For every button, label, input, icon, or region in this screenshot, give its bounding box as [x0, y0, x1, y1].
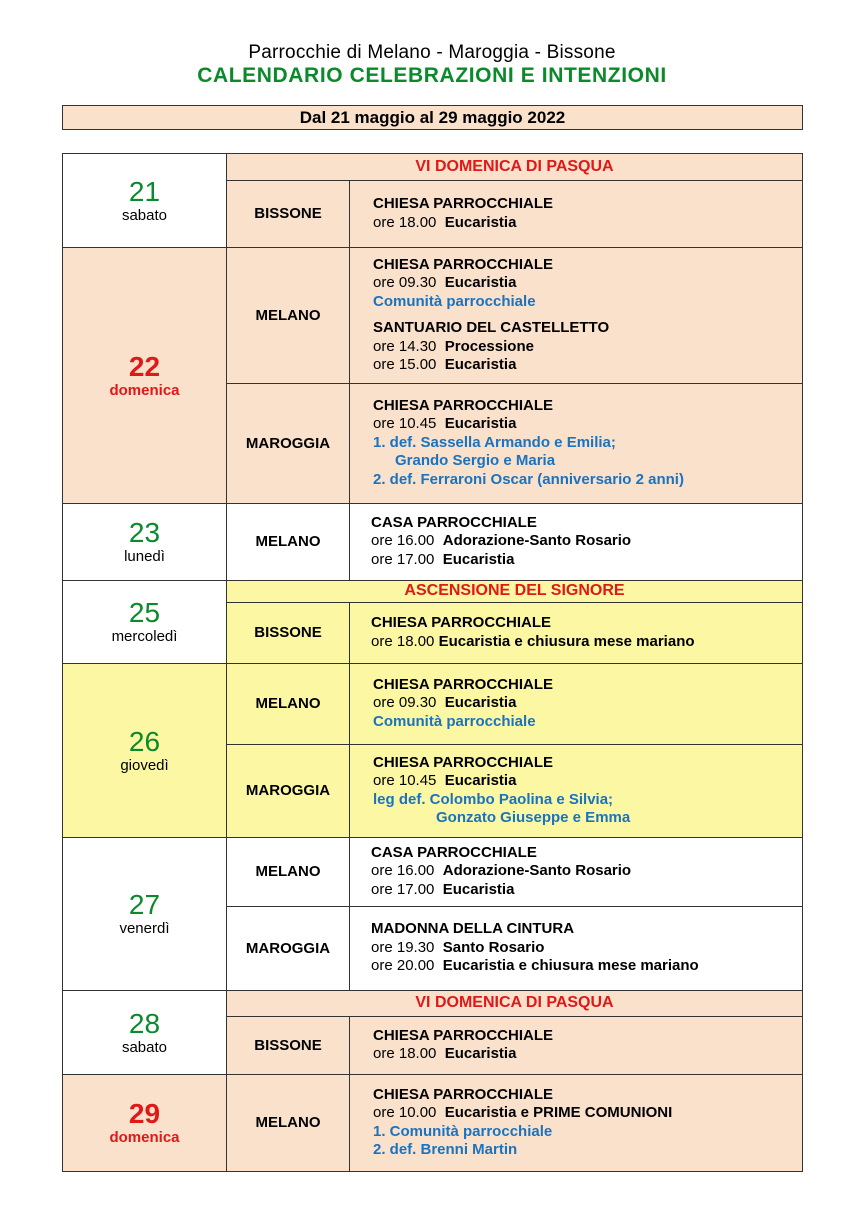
- intention: Gonzato Giuseppe e Emma: [436, 809, 631, 826]
- calendar-title: CALENDARIO CELEBRAZIONI E INTENZIONI: [197, 64, 667, 87]
- celebration-details: [350, 180, 802, 247]
- row-divider: [63, 990, 802, 991]
- location: MADONNA DELLA CINTURA: [371, 920, 575, 938]
- event: Eucaristia: [444, 1045, 517, 1062]
- intention: Grando Sergio e Maria: [395, 452, 556, 470]
- day-26: [63, 663, 227, 837]
- place-cell: MAROGGIA: [227, 906, 350, 990]
- day-25: [63, 580, 227, 663]
- day-23: [63, 503, 227, 580]
- day-number: 27: [128, 889, 161, 920]
- location: CHIESA PARROCCHIALE: [373, 1026, 554, 1044]
- row-divider: [63, 837, 802, 838]
- place-cell: MELANO: [227, 247, 350, 383]
- event: Adorazione-Santo Rosario: [442, 862, 632, 880]
- place-cell: MAROGGIA: [227, 744, 350, 837]
- day-21: [63, 154, 227, 247]
- day-name: mercoledì: [111, 628, 178, 645]
- place-cell: MELANO: [227, 837, 350, 906]
- event: Eucaristia e chiusura mese mariano: [442, 957, 699, 975]
- celebration-details: [350, 503, 802, 580]
- day-name: domenica: [109, 1129, 180, 1146]
- day-name: sabato: [121, 1038, 168, 1056]
- day-number: 28: [128, 1007, 161, 1039]
- day-number: 21: [128, 176, 161, 207]
- time: ore 15.00: [373, 356, 437, 373]
- event: Eucaristia e PRIME COMUNIONI: [444, 1104, 673, 1121]
- celebration-details: [350, 663, 802, 744]
- row-divider: [63, 663, 802, 664]
- day-number: 22: [128, 350, 161, 382]
- place-cell: BISSONE: [227, 180, 350, 247]
- place-cell: MAROGGIA: [227, 383, 350, 503]
- row-divider: [63, 503, 802, 504]
- place-cell: BISSONE: [227, 602, 350, 663]
- celebration-details: [350, 837, 802, 906]
- row-divider: [63, 580, 802, 581]
- time: ore 10.45: [373, 415, 437, 433]
- location: CASA PARROCCHIALE: [371, 513, 537, 531]
- location: CHIESA PARROCCHIALE: [373, 753, 554, 771]
- row-divider: [63, 247, 802, 248]
- day-28: [63, 990, 227, 1074]
- celebration-details: [350, 906, 802, 990]
- event: Eucaristia: [444, 772, 517, 789]
- parishes-heading: Parrocchie di Melano - Maroggia - Bissone: [248, 42, 616, 63]
- celebration-details: [350, 247, 802, 383]
- time: ore 19.30: [371, 938, 435, 956]
- time: ore 16.00: [371, 862, 435, 880]
- calendar-table: [62, 153, 803, 1172]
- event: Eucaristia: [444, 415, 517, 433]
- time: ore 17.00: [371, 550, 435, 568]
- day-27: [63, 837, 227, 990]
- location: CHIESA PARROCCHIALE: [373, 195, 554, 212]
- celebration-details: [350, 1016, 802, 1074]
- day-29: [63, 1074, 227, 1171]
- place-cell: MELANO: [227, 1074, 350, 1171]
- day-number: 25: [128, 597, 161, 628]
- time: ore 18.00: [371, 632, 435, 650]
- event: Santo Rosario: [442, 938, 545, 956]
- day-name: lunedì: [124, 548, 165, 565]
- time: ore 10.00: [373, 1104, 437, 1121]
- place-cell: MELANO: [227, 503, 350, 580]
- event: Processione: [444, 337, 534, 355]
- row-divider: [63, 1074, 802, 1075]
- row-divider: [227, 602, 802, 603]
- row-divider: [227, 744, 802, 745]
- location: SANTUARIO DEL CASTELLETTO: [373, 319, 610, 336]
- day-number: 26: [128, 725, 161, 757]
- day-name: giovedì: [120, 756, 169, 774]
- celebration-details: [350, 744, 802, 837]
- time: ore 18.00: [373, 1045, 437, 1062]
- day-name: venerdì: [119, 920, 170, 937]
- time: ore 20.00: [371, 957, 435, 975]
- day-22: [63, 247, 227, 503]
- feast-header: VI DOMENICA DI PASQUA: [415, 158, 614, 175]
- row-divider: [227, 180, 802, 181]
- event: Eucaristia: [442, 880, 515, 898]
- intention: 1. def. Sassella Armando e Emilia;: [373, 433, 616, 451]
- event: Eucaristia: [444, 274, 517, 291]
- location: CHIESA PARROCCHIALE: [373, 675, 554, 693]
- period-banner: Dal 21 maggio al 29 maggio 2022: [62, 105, 803, 130]
- day-number: 23: [128, 517, 161, 548]
- time: ore 10.45: [373, 772, 437, 789]
- place-cell: MELANO: [227, 663, 350, 744]
- location: CHIESA PARROCCHIALE: [373, 1085, 554, 1103]
- intention: 2. def. Ferraroni Oscar (anniversario 2 anni): [373, 470, 684, 488]
- time: ore 09.30: [373, 694, 437, 712]
- location: CHIESA PARROCCHIALE: [373, 396, 554, 414]
- event: Eucaristia: [442, 550, 515, 568]
- intention: 1. Comunità parrocchiale: [373, 1122, 553, 1140]
- location: CASA PARROCCHIALE: [371, 843, 537, 861]
- row-divider: [227, 906, 802, 907]
- time: ore 17.00: [371, 880, 435, 898]
- feast-header: ASCENSIONE DEL SIGNORE: [404, 582, 625, 599]
- time: ore 16.00: [371, 532, 435, 550]
- intention: Comunità parrocchiale: [373, 292, 536, 310]
- time: ore 14.30: [373, 337, 437, 355]
- intention: Comunità parrocchiale: [373, 712, 536, 730]
- location: CHIESA PARROCCHIALE: [371, 614, 552, 631]
- event: Eucaristia: [444, 213, 517, 231]
- day-name: sabato: [121, 207, 168, 224]
- event: Eucaristia: [444, 694, 517, 712]
- event: Eucaristia e chiusura mese mariano: [438, 632, 695, 650]
- celebration-details: [350, 602, 802, 663]
- celebration-details: [350, 1074, 802, 1171]
- day-number: 29: [128, 1098, 161, 1129]
- intention: leg def. Colombo Paolina e Silvia;: [373, 790, 614, 808]
- event: Adorazione-Santo Rosario: [442, 532, 632, 550]
- time: ore 18.00: [373, 213, 437, 231]
- place-cell: BISSONE: [227, 1016, 350, 1074]
- row-divider: [227, 1016, 802, 1017]
- feast-header: VI DOMENICA DI PASQUA: [415, 994, 614, 1011]
- location: CHIESA PARROCCHIALE: [373, 255, 554, 273]
- celebration-details: [350, 383, 802, 503]
- day-name: domenica: [109, 381, 180, 399]
- event: Eucaristia: [444, 356, 517, 373]
- row-divider: [227, 383, 802, 384]
- intention: 2. def. Brenni Martin: [373, 1141, 518, 1158]
- time: ore 09.30: [373, 274, 437, 291]
